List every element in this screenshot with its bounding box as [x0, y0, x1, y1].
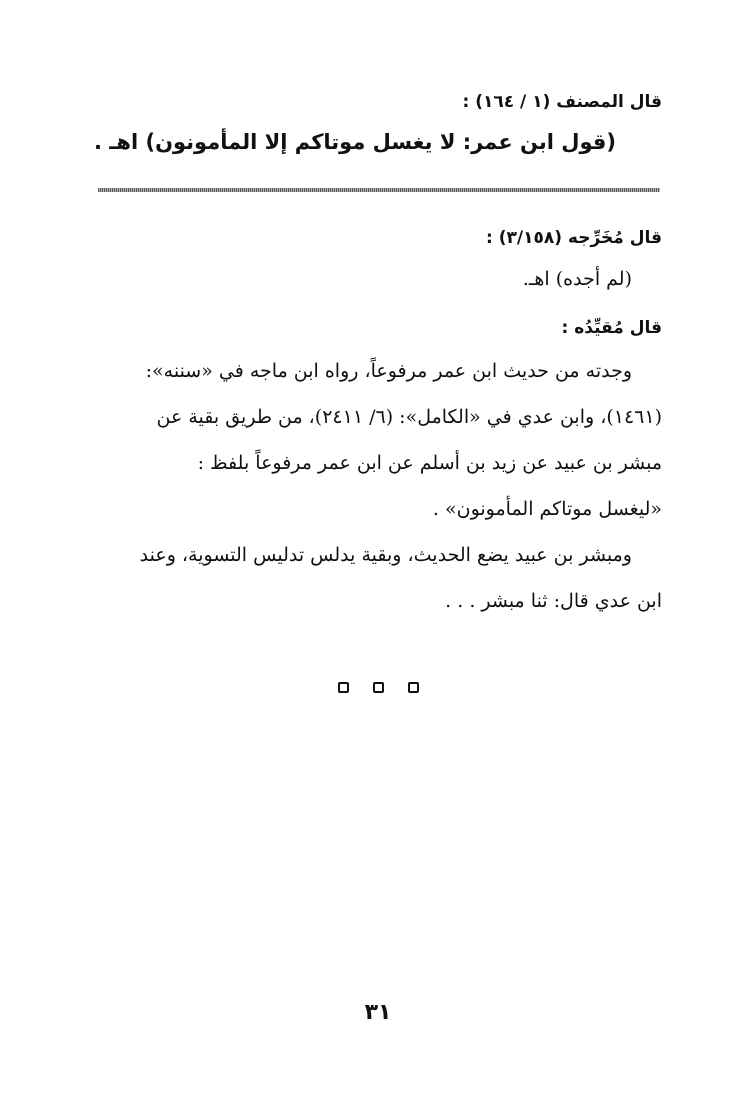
square-icon: [338, 682, 349, 693]
section-heading-author: قال المصنف (١ / ١٦٤) :: [462, 92, 662, 112]
section-heading-muqayyid: قال مُقيِّدُه :: [561, 318, 662, 338]
square-icon: [373, 682, 384, 693]
paragraph-line-6: ابن عدي قال: ثنا مبشر . . .: [445, 590, 662, 612]
paragraph-line-1: وجدته من حديث ابن عمر مرفوعاً، رواه ابن ماجه في «سننه»:: [145, 360, 632, 382]
page-number: ٣١: [364, 1000, 392, 1025]
takhrij-text: (لم أجده) اهـ.: [522, 268, 632, 290]
section-heading-takhrij: قال مُخَرِّجه (٣/١٥٨) :: [485, 228, 662, 248]
paragraph-line-5: ومبشر بن عبيد يضع الحديث، وبقية يدلس تدليس التسوية، وعند: [139, 544, 632, 566]
author-quote: (قول ابن عمر: لا يغسل موتاكم إلا المأمونون) اهـ .: [93, 130, 616, 154]
paragraph-line-3: مبشر بن عبيد عن زيد بن أسلم عن ابن عمر مرفوعاً بلفظ :: [197, 452, 662, 474]
paragraph-line-4: «ليغسل موتاكم المأمونون» .: [432, 498, 662, 520]
paragraph-line-2: (١٤٦١)، وابن عدي في «الكامل»: (٦/ ٢٤١١)، من طريق بقية عن: [156, 406, 662, 428]
divider: [98, 188, 660, 192]
section-end-marker: [0, 682, 756, 693]
square-icon: [408, 682, 419, 693]
